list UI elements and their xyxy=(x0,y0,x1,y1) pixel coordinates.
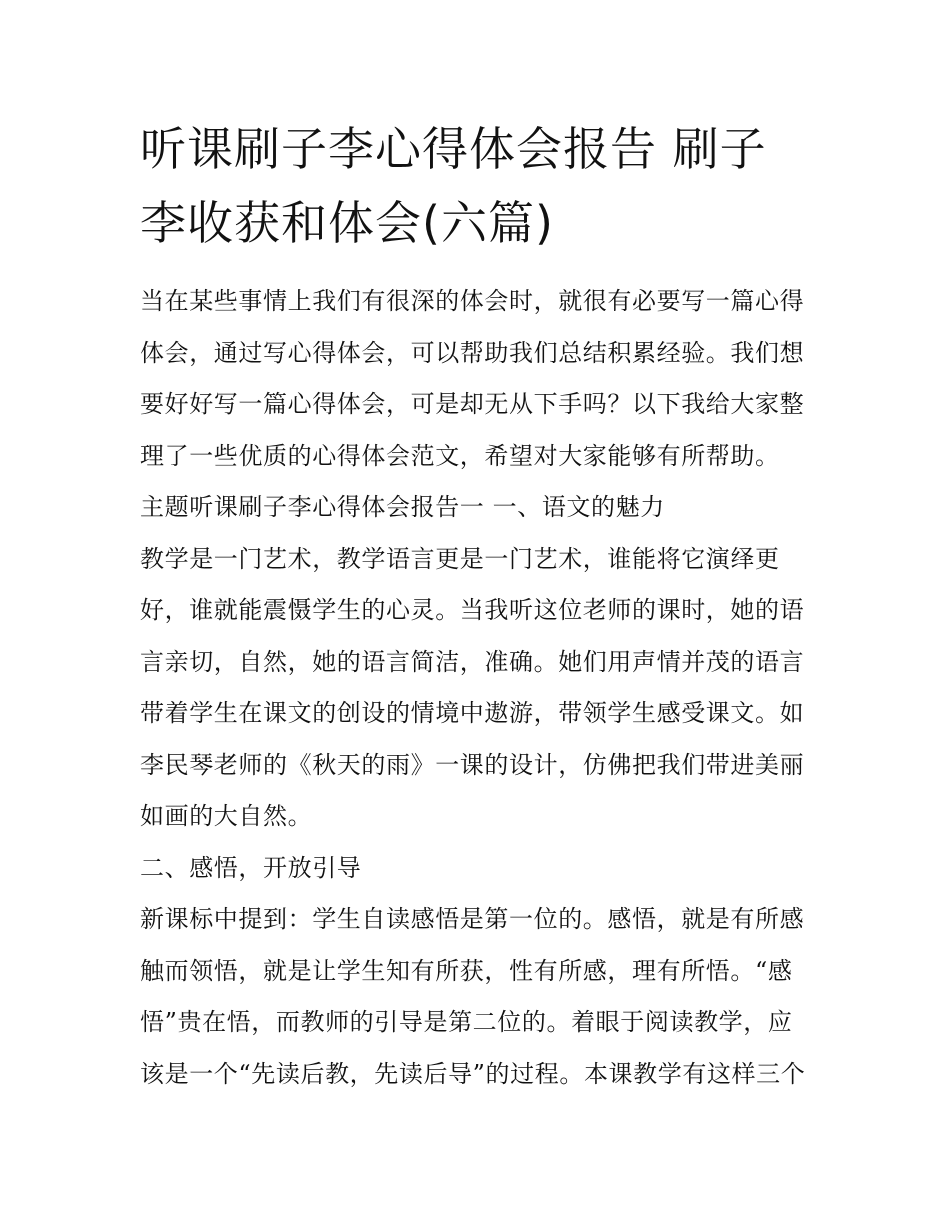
section-heading-2: 二、感悟，开放引导 xyxy=(140,853,362,882)
paragraph-1-line-3: 言亲切，自然，她的语言简洁，准确。她们用声情并茂的语言 xyxy=(140,647,805,676)
paragraph-1-line-4: 带着学生在课文的创设的情境中遨游，带领学生感受课文。如 xyxy=(140,699,805,727)
paragraph-2-line-3: 悟”贵在悟，而教师的引导是第二位的。着眼于阅读教学，应 xyxy=(140,1008,793,1036)
paragraph-2-line-2: 触而领悟，就是让学生知有所获，性有所感，理有所悟。“感 xyxy=(140,956,793,985)
paragraph-1-line-6: 如画的大自然。 xyxy=(140,802,313,830)
document-title xyxy=(140,112,820,260)
intro-line-3: 要好好写一篇心得体会，可是却无从下手吗？以下我给大家整 xyxy=(140,390,805,418)
paragraph-2-line-4: 该是一个“先读后教，先读后导”的过程。本课教学有这样三个 xyxy=(140,1059,806,1088)
section-heading-1: 主题听课刷子李心得体会报告一 一、语文的魅力 xyxy=(140,493,665,521)
intro-line-1: 当在某些事情上我们有很深的体会时，就很有必要写一篇心得 xyxy=(140,287,805,315)
intro-line-4: 理了一些优质的心得体会范文，希望对大家能够有所帮助。 xyxy=(140,441,780,470)
title-line-1: 听课刷子李心得体会报告 刷子 xyxy=(140,122,767,176)
paragraph-1-line-1: 教学是一门艺术，教学语言更是一门艺术，谁能将它演绎更 xyxy=(140,544,780,573)
intro-line-2: 体会，通过写心得体会，可以帮助我们总结积累经验。我们想 xyxy=(140,338,805,367)
paragraph-2-line-1: 新课标中提到：学生自读感悟是第一位的。感悟，就是有所感 xyxy=(140,905,805,933)
document-body xyxy=(140,276,820,1100)
title-line-2: 李收获和体会(六篇) xyxy=(140,196,554,250)
paragraph-1-line-2: 好，谁就能震慑学生的心灵。当我听这位老师的课时，她的语 xyxy=(140,596,805,624)
paragraph-1-line-5: 李民琴老师的《秋天的雨》一课的设计，仿佛把我们带进美丽 xyxy=(140,750,805,779)
